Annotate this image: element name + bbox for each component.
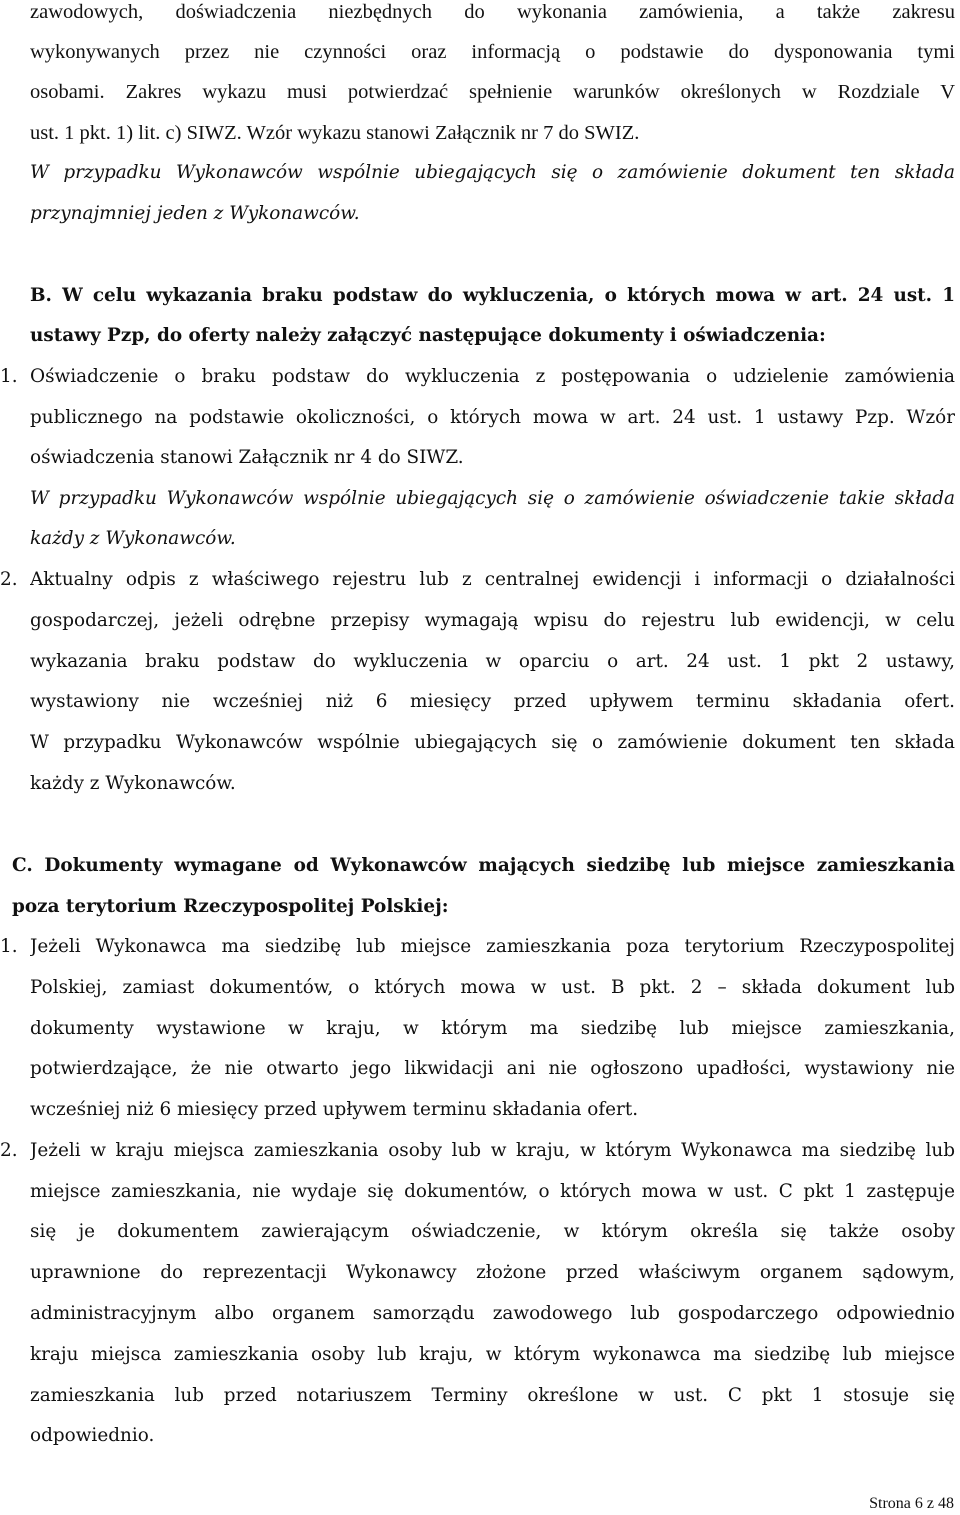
section-b-item-2-number: 2. bbox=[0, 569, 18, 590]
section-c-item-2-line-2: miejsce zamieszkania, nie wydaje się dokumentów, o których mowa w ust. C pkt 1 zastępuje bbox=[30, 1181, 955, 1202]
section-b-item-2-line-2: gospodarczej, jeżeli odrębne przepisy wymagają wpisu do rejestru lub ewidencji, w celu bbox=[30, 610, 955, 631]
section-b-item-2-italic-1: W przypadku Wykonawców wspólnie ubiegających się o zamówienie dokument ten składa bbox=[30, 732, 955, 753]
section-b-heading-line-1: B. W celu wykazania braku podstaw do wykluczenia, o których mowa w art. 24 ust. 1 bbox=[30, 285, 955, 306]
section-c-item-1-line-5: wcześniej niż 6 miesięcy przed upływem terminu składania ofert. bbox=[30, 1099, 639, 1120]
section-c-item-1-number: 1. bbox=[0, 936, 18, 957]
section-c-item-2-line-8: odpowiednio. bbox=[30, 1425, 155, 1446]
section-b-item-1-line-1: Oświadczenie o braku podstaw do wykluczenia z postępowania o udzielenie zamówienia bbox=[30, 366, 955, 387]
section-c-item-2-number: 2. bbox=[0, 1140, 18, 1161]
section-b-item-1-line-3: oświadczenia stanowi Załącznik nr 4 do SIWZ. bbox=[30, 447, 464, 468]
section-c-item-1-line-2: Polskiej, zamiast dokumentów, o których mowa w ust. B pkt. 2 – składa dokument lub bbox=[30, 977, 955, 998]
section-b-item-1-italic-1: W przypadku Wykonawców wspólnie ubiegających się o zamówienie oświadczenie takie składa bbox=[30, 488, 955, 509]
section-c-item-2-line-7: zamieszkania lub przed notariuszem Terminy określone w ust. C pkt 1 stosuje się bbox=[30, 1385, 955, 1406]
top-italic-line-1: W przypadku Wykonawców wspólnie ubiegających się o zamówienie dokument ten składa bbox=[30, 162, 955, 183]
section-c-item-1-line-1: Jeżeli Wykonawca ma siedzibę lub miejsce zamieszkania poza terytorium Rzeczypospolitej bbox=[30, 936, 955, 957]
section-c-heading-line-2: poza terytorium Rzeczypospolitej Polskiej: bbox=[12, 896, 449, 917]
section-c-item-2-line-5: administracyjnym albo organem samorządu zawodowego lub gospodarczego odpowiednio bbox=[30, 1303, 955, 1324]
section-c-item-1-line-4: potwierdzające, że nie otwarto jego likwidacji ani nie ogłoszono upadłości, wystawiony nie bbox=[30, 1058, 955, 1079]
section-c-item-2-line-1: Jeżeli w kraju miejsca zamieszkania osoby lub w kraju, w którym Wykonawca ma siedzibę lub bbox=[30, 1140, 955, 1161]
section-c-heading-line-1: C. Dokumenty wymagane od Wykonawców mających siedzibę lub miejsce zamieszkania bbox=[12, 855, 955, 876]
page-number: Strona 6 z 48 bbox=[869, 1495, 954, 1512]
section-b-item-1-number: 1. bbox=[0, 366, 18, 387]
top-italic-line-2: przynajmniej jeden z Wykonawców. bbox=[30, 203, 360, 224]
top-line-2: wykonywanych przez nie czynności oraz informacją o podstawie do dysponowania tymi bbox=[30, 41, 955, 63]
section-b-item-2-line-3: wykazania braku podstaw do wykluczenia w oparciu o art. 24 ust. 1 pkt 2 ustawy, bbox=[30, 651, 955, 672]
section-c-item-1-line-3: dokumenty wystawione w kraju, w którym ma siedzibę lub miejsce zamieszkania, bbox=[30, 1018, 955, 1039]
top-line-1: zawodowych, doświadczenia niezbędnych do wykonania zamówienia, a także zakresu bbox=[30, 1, 955, 23]
section-b-item-1-line-2: publicznego na podstawie okoliczności, o których mowa w art. 24 ust. 1 ustawy Pzp. Wzór bbox=[30, 407, 955, 428]
top-line-4: ust. 1 pkt. 1) lit. c) SIWZ. Wzór wykazu stanowi Załącznik nr 7 do SWIZ. bbox=[30, 122, 640, 144]
section-b-item-1-italic-2: każdy z Wykonawców. bbox=[30, 528, 236, 549]
section-b-item-2-line-1: Aktualny odpis z właściwego rejestru lub z centralnej ewidencji i informacji o działalności bbox=[30, 569, 955, 590]
section-c-item-2-line-3: się je dokumentem zawierającym oświadczenie, w którym określa się także osoby bbox=[30, 1221, 955, 1242]
section-b-item-2-line-4: wystawiony nie wcześniej niż 6 miesięcy przed upływem terminu składania ofert. bbox=[30, 691, 955, 712]
section-c-item-2-line-6: kraju miejsca zamieszkania osoby lub kraju, w którym wykonawca ma siedzibę lub miejsce bbox=[30, 1344, 955, 1365]
top-line-3: osobami. Zakres wykazu musi potwierdzać spełnienie warunków określonych w Rozdziale V bbox=[30, 81, 955, 103]
section-b-heading-line-2: ustawy Pzp, do oferty należy załączyć następujące dokumenty i oświadczenia: bbox=[30, 325, 826, 346]
section-b-item-2-italic-2: każdy z Wykonawców. bbox=[30, 773, 236, 794]
section-c-item-2-line-4: uprawnione do reprezentacji Wykonawcy złożone przed właściwym organem sądowym, bbox=[30, 1262, 955, 1283]
